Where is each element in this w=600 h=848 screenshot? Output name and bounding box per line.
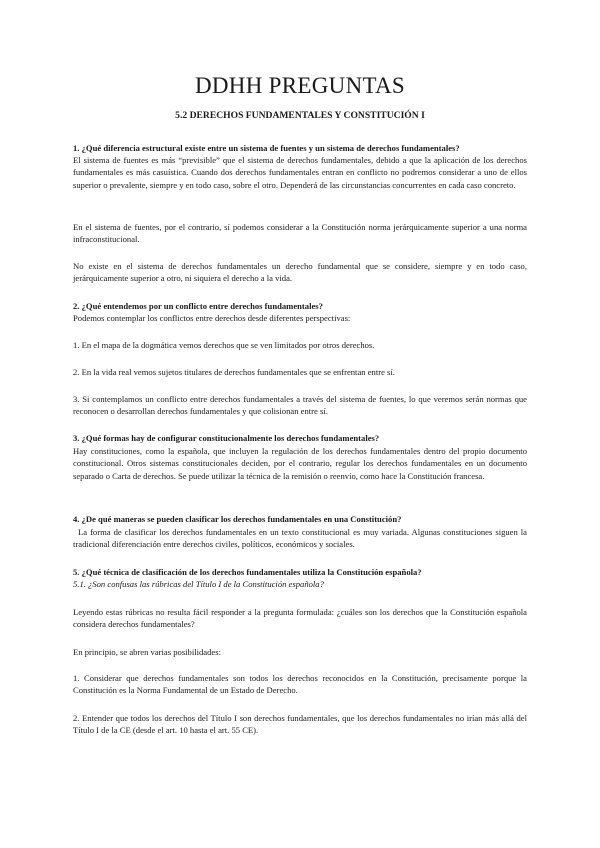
document-title: DDHH PREGUNTAS [194,73,405,98]
question-2: 2. ¿Qué entendemos por un conflicto entre derechos fundamentales? [73,301,323,311]
answer-5-paragraph-1: Leyendo estas rúbricas no resulta fácil responder a la pregunta formulada: ¿cuáles son los derechos que la Constitución española considera derechos fundamentales? [73,607,527,630]
answer-5-paragraph-2: En principio, se abren varias posibilidades: [73,647,221,657]
answer-1: El sistema de fuentes es más “previsible” que el sistema de derechos fundamentales, debido a que la aplicación de los derechos fundamentales es más casuística. Cuando dos derechos fundamentales entran en conflicto no podremos considerar a uno de ellos superior o prevalente, siempre y en todo caso, sobre el otro. Dependerá de las circunstancias concurrentes en cada caso concreto. [73,155,527,190]
answer-3: Hay constituciones, como la española, que incluyen la regulación de los derechos fundamentales dentro del propio documento constitucional. Otros sistemas constitucionales deciden, por el contrario, regular los derechos fundamentales en un documento separado o Carta de derechos. Se puede utilizar la técnica de la remisión o reenvío, como hace la Constitución francesa. [73,446,527,481]
question-5: 5. ¿Qué técnica de clasificación de los derechos fundamentales utiliza la Constitución española? [73,567,422,577]
question-1: 1. ¿Qué diferencia estructural existe entre un sistema de fuentes y un sistema de derechos fundamentales? [73,143,460,153]
answer-5-item-2: 2. Entender que todos los derechos del Título I son derechos fundamentales, que los derechos fundamentales no irían más allá del Título I de la CE (desde el art. 10 hasta el art. 55 CE). [73,713,527,736]
question-4: 4. ¿De qué maneras se pueden clasificar los derechos fundamentales en una Constitución? [73,514,402,524]
answer-2-item-1: 1. En el mapa de la dogmática vemos derechos que se ven limitados por otros derechos. [73,340,375,350]
answer-2-item-3: 3. Si contemplamos un conflicto entre derechos fundamentales a través del sistema de fuentes, lo que veremos serán normas que reconocen o desarrollan derechos fundamentales y que colisionan entre sí. [73,394,527,417]
question-3: 3. ¿Qué formas hay de configurar constitucionalmente los derechos fundamentales? [73,433,380,443]
subquestion-5-1: 5.1. ¿Son confusas las rúbricas del Título I de la Constitución española? [73,579,324,589]
answer-4: La forma de clasificar los derechos fundamentales en un texto constitucional es muy variada. Algunas constituciones siguen la tradicional diferenciación entre derechos civiles, políticos, económicos y sociales. [73,527,527,550]
answer-5-item-1: 1. Considerar que derechos fundamentales son todos los derechos reconocidos en la Constitución, precisamente porque la Constitución es la Norma Fundamental de un Estado de Derecho. [73,673,527,696]
document-subtitle: 5.2 DERECHOS FUNDAMENTALES Y CONSTITUCIÓN I [175,110,425,121]
answer-1-paragraph-3: No existe en el sistema de derechos fundamentales un derecho fundamental que se considere, siempre y en todo caso, jerárquicamente superior a otro, ni siquiera el derecho a la vida. [73,261,527,284]
answer-1-paragraph-2: En el sistema de fuentes, por el contrario, sí podemos considerar a la Constitución norma jerárquicamente superior a una norma infraconstitucional. [73,222,527,245]
answer-2-item-2: 2. En la vida real vemos sujetos titulares de derechos fundamentales que se enfrentan entre sí. [73,367,395,377]
answer-2-intro: Podemos contemplar los conflictos entre derechos desde diferentes perspectivas: [73,313,351,323]
